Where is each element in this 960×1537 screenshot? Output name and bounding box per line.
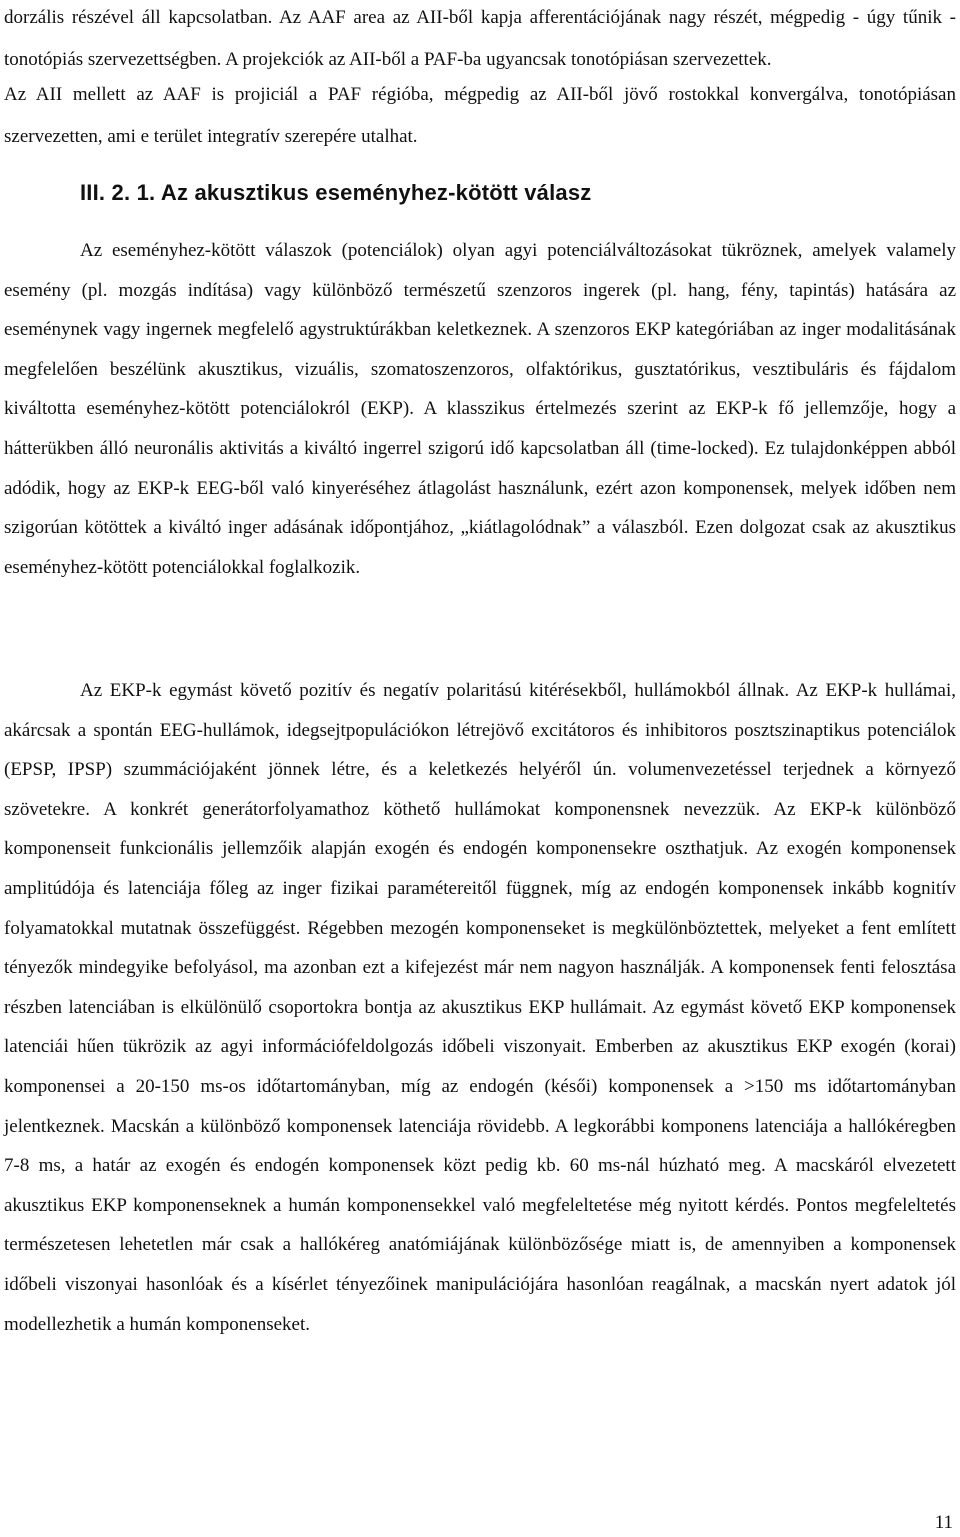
section-heading: III. 2. 1. Az akusztikus eseményhez-kötött válasz: [80, 180, 592, 205]
intro-paragraph: dorzális részével áll kapcsolatban. Az AAF area az AII-ből kapja afferentációjának nagy részét, mégpedig - úgy tűnik - tonotópiás szervezettségben. A projekciók az AII-ből a PAF-ba ugyancsak tonotópiásan szervezettek.: [4, 7, 956, 70]
intro-paragraph-continuation: Az AII mellett az AAF is projiciál a PAF régióba, mégpedig az AII-ből jövő rostokkal konvergálva, tonotópiásan szervezetten, ami e terület integratív szerepére utalhat.: [4, 84, 956, 147]
body-paragraph-erp-components: Az EKP-k egymást követő pozitív és negatív polaritású kitérésekből, hullámokból állnak. Az EKP-k hullámai, akárcsak a spontán EEG-hullámok, idegsejtpopulációkon létrejövő excitátoros és inhibitoros posztszinaptikus potenciálok (EPSP, IPSP) szummációjaként jönnek létre, és a keletkezés helyéről ún. volumenvezetéssel terjednek a környező szövetekre. A konkrét generátorfolyamathoz köthető hullámokat komponensnek nevezzük. Az EKP-k különböző komponenseit funkcionális jellemzőik alapján exogén és endogén komponensekre oszthatjuk. Az exogén komponensek amplitúdója és latenciája főleg az inger fizikai paramétereitől függnek, míg az endogén komponensek inkább kognitív folyamatokkal mutatnak összefüggést. Régebben mezogén komponenseket is megkülönböztettek, melyeket a fent említett tényezők mindegyike befolyásol, ma azonban ezt a kifejezést már nem nagyon használják. A komponensek fenti felosztása részben latenciában is elkülönülő csoportokra bontja az akusztikus EKP hullámait. Az egymást követő EKP komponensek latenciái hűen tükrözik az agyi információfeldolgozás időbeli viszonyait. Emberben az akusztikus EKP exogén (korai) komponensei a 20-150 ms-os időtartományban, míg az endogén (késői) komponensek a >150 ms időtartományban jelentkeznek. Macskán a különböző komponensek latenciája rövidebb. A legkorábbi komponens latenciája a hallókéregben 7-8 ms, a határ az exogén és endogén komponensek közt pedig kb. 60 ms-nál húzható meg. A macskáról elvezetett akusztikus EKP komponenseknek a humán komponensekkel való megfeleltetése még nyitott kérdés. Pontos megfeleltetés természetesen lehetetlen már csak a hallókéreg anatómiájának különbözősége miatt is, de amennyiben a komponensek időbeli viszonyai hasonlóak és a kísérlet tényezőinek manipulációjára hasonlóan reagálnak, a macskán nyert adatok jól modellezhetik a humán komponenseket.: [4, 680, 956, 1335]
body-paragraph-erp-definition: Az eseményhez-kötött válaszok (potenciálok) olyan agyi potenciálváltozásokat tükröznek, amelyek valamely esemény (pl. mozgás indítása) vagy különböző természetű szenzoros ingerek (pl. hang, fény, tapintás) hatására az eseménynek vagy ingernek megfelelő agystruktúrákban keletkeznek. A szenzoros EKP kategóriában az inger modalitásának megfelelően beszélünk akusztikus, vizuális, szomatoszenzoros, olfaktórikus, gusztatórikus, vesztibuláris és fájdalom kiváltotta eseményhez-kötött potenciálokról (EKP). A klasszikus értelmezés szerint az EKP-k fő jellemzője, hogy a hátterükben álló neuronális aktivitás a kiváltó ingerrel szigorú idő kapcsolatban áll (time-locked). Ez tulajdonképpen abból adódik, hogy az EKP-k EEG-ből való kinyeréséhez átlagolást használunk, ezért azon komponensek, melyek időben nem szigorúan kötöttek a kiváltó inger adásának időpontjához, „kiátlagolódnak” a válaszból. Ezen dolgozat csak az akusztikus eseményhez-kötött potenciálokkal foglalkozik.: [4, 240, 956, 578]
page-number: 11: [934, 1512, 953, 1533]
